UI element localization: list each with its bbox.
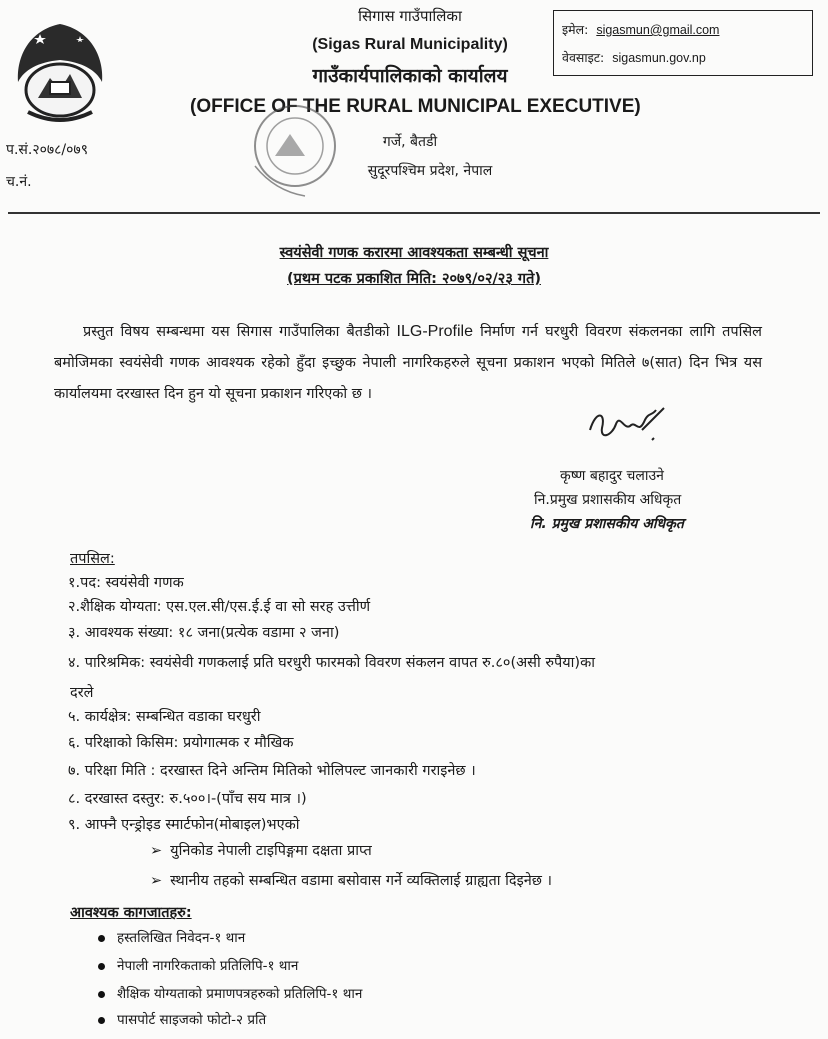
- bullet-icon: [98, 963, 105, 970]
- document-item: हस्तलिखित निवेदन-१ थान: [98, 928, 245, 946]
- detail-item: ७. परिक्षा मिति : दरखास्त दिने अन्तिम मितिको भोलिपल्ट जानकारी गराइनेछ ।: [68, 763, 476, 779]
- body-part1: प्रस्तुत विषय सम्बन्धमा यस सिगास गाउँपालिका बैतडीको: [83, 324, 397, 340]
- signatory-title-stamp: नि. प्रमुख प्रशासकीय अधिकृत: [530, 516, 684, 532]
- detail-item: ५. कार्यक्षेत्र: सम्बन्धित वडाका घरधुरी: [68, 709, 261, 725]
- contact-info-box: [553, 10, 813, 76]
- signatory-title: नि.प्रमुख प्रशासकीय अधिकृत: [534, 492, 682, 508]
- bullet-icon: [98, 935, 105, 942]
- government-emblem-logo: [10, 20, 110, 128]
- municipality-name-np: सिगास गाउँपालिका: [358, 7, 462, 25]
- signatory-name: कृष्ण बहादुर चलाउने: [560, 468, 664, 484]
- arrow-bullet-icon: ➢: [150, 873, 163, 889]
- notice-subtitle: (प्रथम पटक प्रकाशित मिति: २०७९/०२/२३ गते): [287, 271, 541, 287]
- notice-body: [54, 316, 762, 410]
- email-row: [562, 21, 719, 38]
- dispatch-number: च.नं.: [6, 174, 32, 190]
- website-row: [562, 49, 706, 66]
- detail-item: ६. परिक्षाको किसिम: प्रयोगात्मक र मौखिक: [68, 735, 294, 751]
- office-name-np: गाउँकार्यपालिकाको कार्यालय: [312, 65, 508, 87]
- body-ilg: ILG-Profile: [396, 323, 473, 340]
- documents-heading: आवश्यक कागजातहरु:: [70, 905, 192, 921]
- sub-item: ➢ स्थानीय तहको सम्बन्धित वडामा बसोवास गर्ने व्यक्तिलाई ग्राह्यता दिइनेछ ।: [150, 873, 553, 889]
- detail-item: ८. दरखास्त दस्तुर: रु.५००।-(पाँच सय मात्र ।): [68, 791, 307, 807]
- email-value[interactable]: sigasmun@gmail.com: [596, 23, 720, 37]
- body-part2: निर्माण गर्न घरधुरी विवरण संकलनका लागि तपसिल बमोजिमका स्वयंसेवी गणक आवश्यक रहेको हुँदा इच्छुक नेपाली नागरिकहरुले सूचना प्रकाशन भएको मितिले ७(सात) दिन भित्र यस कार्यालयमा दरखास्त दिन हुन यो सूचना प्रकाशन गरिएको छ ।: [54, 324, 762, 402]
- detail-item: ९. आफ्नै एन्ड्रोइड स्मार्टफोन(मोबाइल)भएको: [68, 817, 300, 833]
- detail-item-continuation: दरले: [70, 685, 94, 701]
- office-location: गर्जे, बैतडी: [382, 134, 438, 150]
- handwritten-signature: [582, 400, 672, 450]
- office-name-en: (OFFICE OF THE RURAL MUNICIPAL EXECUTIVE): [190, 96, 641, 117]
- bullet-icon: [98, 991, 105, 998]
- municipality-name-en: (Sigas Rural Municipality): [312, 36, 508, 53]
- detail-item: ४. पारिश्रमिक: स्वयंसेवी गणकलाई प्रति घरधुरी फारमको विवरण संकलन वापत रु.८०(असी रुपैया)का: [68, 655, 595, 671]
- bullet-icon: [98, 1017, 105, 1024]
- details-heading: तपसिल:: [70, 551, 115, 567]
- notice-title: स्वयंसेवी गणक करारमा आवश्यकता सम्बन्धी सूचना: [279, 245, 549, 261]
- detail-item: ३. आवश्यक संख्या: १८ जना(प्रत्येक वडामा २ जना): [68, 625, 340, 641]
- arrow-bullet-icon: ➢: [150, 843, 163, 859]
- detail-item: १.पद: स्वयंसेवी गणक: [68, 575, 184, 591]
- website-value[interactable]: sigasmun.gov.np: [612, 51, 706, 65]
- document-item: पासपोर्ट साइजको फोटो-२ प्रति: [98, 1010, 266, 1028]
- header-divider: [8, 212, 820, 214]
- sub-item: ➢ युनिकोड नेपाली टाइपिङ्गमा दक्षता प्राप्त: [150, 843, 372, 859]
- email-label: इमेल:: [562, 22, 589, 37]
- detail-item: २.शैक्षिक योग्यता: एस.एल.सी/एस.ई.ई वा सो सरह उत्तीर्ण: [68, 599, 371, 615]
- website-label: वेवसाइट:: [562, 50, 605, 65]
- document-item: शैक्षिक योग्यताको प्रमाणपत्रहरुको प्रतिलिपि-१ थान: [98, 984, 362, 1002]
- letter-number: प.सं.२०७८/०७९: [6, 142, 88, 158]
- office-stamp-seal: [235, 96, 355, 206]
- province-name: सुदूरपश्चिम प्रदेश, नेपाल: [367, 163, 493, 179]
- document-item: नेपाली नागरिकताको प्रतिलिपि-१ थान: [98, 956, 298, 974]
